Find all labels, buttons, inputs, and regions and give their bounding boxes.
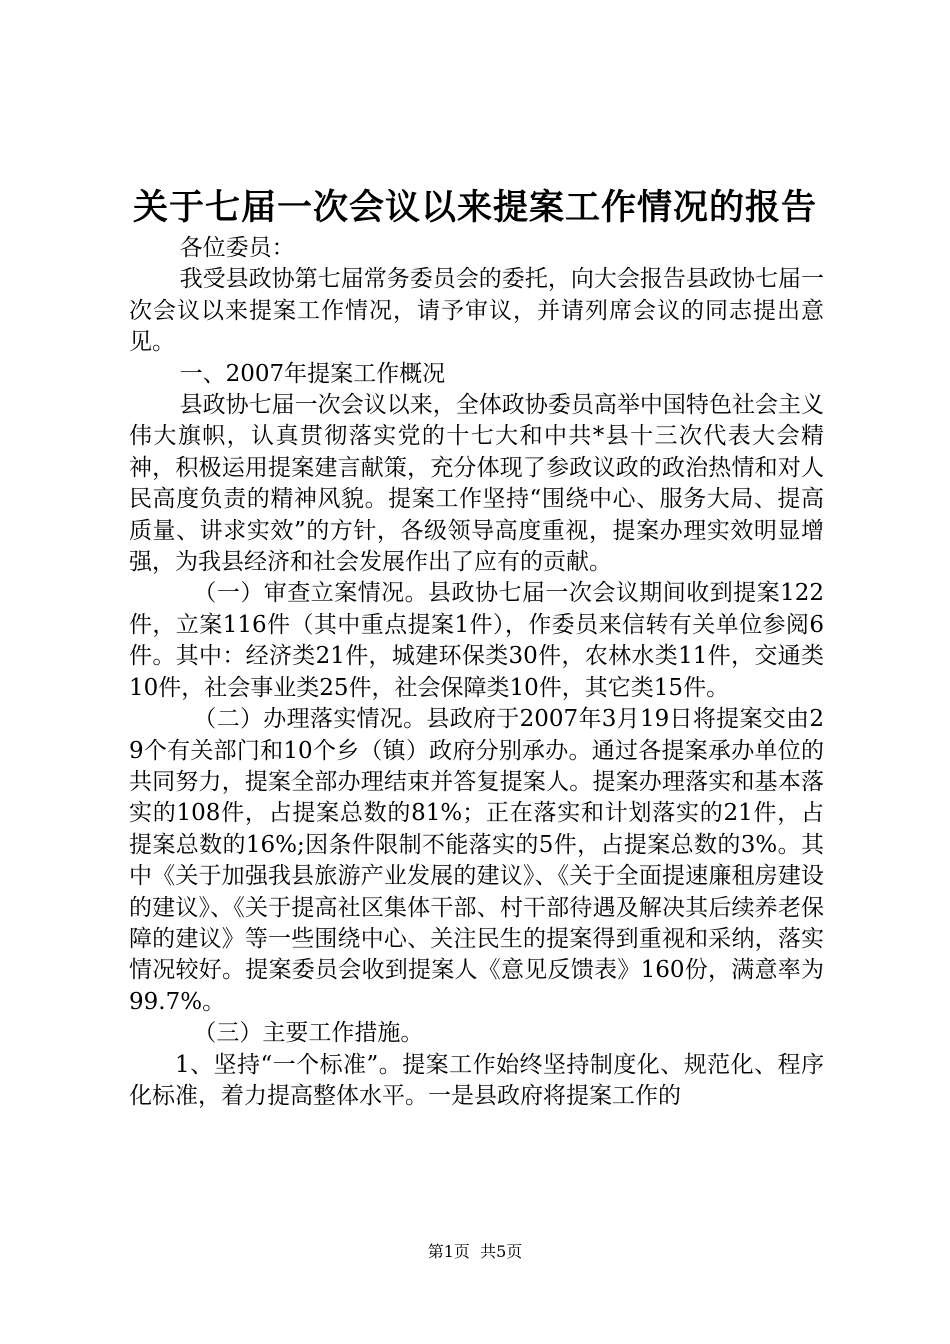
section-heading-1: 一、2007年提案工作概况 — [179, 360, 446, 387]
handling-paragraph: （二）办理落实情况。县政府于2007年3月19日将提案交由29个有关部门和10个乡（镇）政府分别承办。通过各提案承办单位的共同努力，提案全部办理结束并答复提案人。提案办理落实和基本落实的108件，占提案总数的81%；正在落实和计划落实的21件，占提案总数的16%;因条件限制不能落实的5件，占提案总数的3%。其中《关于加强我县旅游产业发展的建议》、《关于全面提速廉租房建设的建议》、《关于提高社区集体干部、村干部待遇及解决其后续养老保障的建议》等一些围绕中心、关注民生的提案得到重视和采纳，落实情况较好。提案委员会收到提案人《意见反馈表》160份，满意率为99.7%。 — [129, 706, 824, 1015]
document-title: 关于七届一次会议以来提案工作情况的报告 — [132, 187, 817, 228]
document-body — [129, 233, 824, 1112]
measure-1-paragraph: 1、坚持“一个标准”。提案工作始终坚持制度化、规范化、程序化标准，着力提高整体水平。一是县政府将提案工作的 — [129, 1051, 824, 1109]
overview-paragraph: 县政协七届一次会议以来，全体政协委员高举中国特色社会主义伟大旗帜，认真贯彻落实党的十七大和中共*县十三次代表大会精神，积极运用提案建言献策，充分体现了参政议政的政治热情和对人民高度负责的精神风貌。提案工作坚持“围绕中心、服务大局、提高质量、讲求实效”的方针，各级领导高度重视，提案办理实效明显增强，为我县经济和社会发展作出了应有的贡献。 — [129, 392, 824, 576]
measures-heading: （三）主要工作措施。 — [193, 1020, 424, 1047]
intro-paragraph: 我受县政协第七届常务委员会的委托，向大会报告县政协七届一次会议以来提案工作情况，请予审议，并请列席会议的同志提出意见。 — [129, 266, 824, 356]
review-paragraph: （一）审查立案情况。县政协七届一次会议期间收到提案122件，立案116件（其中重点提案1件），作委员来信转有关单位参阅6件。其中：经济类21件，城建环保类30件，农林水类11件，交通类10件，社会事业类25件，社会保障类10件，其它类15件。 — [129, 580, 824, 701]
page-footer: 第1页 共5页 — [427, 1242, 523, 1261]
salutation-paragraph: 各位委员： — [179, 235, 295, 261]
